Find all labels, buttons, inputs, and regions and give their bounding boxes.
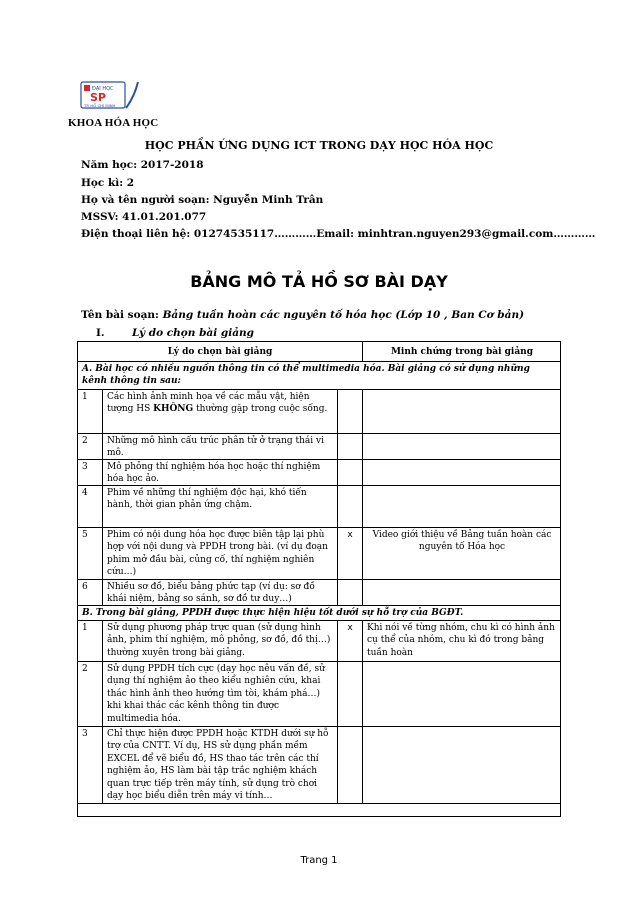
- table-row: [78, 485, 560, 527]
- table-row: [78, 459, 560, 485]
- table-row: [78, 433, 560, 459]
- row-number: 2: [82, 436, 88, 446]
- group-a-title: A. Bài học có nhiều nguồn thông tin có thể multimedia hóa. Bài giảng có sử dụng những kênh thông tin sau:: [82, 364, 530, 387]
- row-evidence: [362, 460, 561, 485]
- row-mark: [337, 580, 362, 605]
- row-evidence: Khi nói về từng nhóm, chu kì có hình ảnh cụ thể của nhóm, chu kì đó trong bảng tuần hoàn: [362, 621, 561, 661]
- row-evidence: [362, 662, 561, 726]
- group-b-row: [78, 605, 560, 620]
- table-row: [78, 726, 560, 803]
- row-description: Phim về những thí nghiệm độc hại, khó tiến hành, thời gian phản ứng chậm.: [102, 486, 337, 527]
- row-mark: [337, 460, 362, 485]
- svg-text:TP. HỒ CHÍ MINH: TP. HỒ CHÍ MINH: [84, 103, 116, 108]
- row-description: Những mô hình cấu trúc phân tử ở trạng thái vi mô.: [102, 434, 337, 459]
- row-number: 6: [82, 582, 88, 592]
- table-header-row: [78, 342, 560, 361]
- row-evidence: [362, 486, 561, 527]
- row-evidence: [362, 580, 561, 605]
- row-mark: [337, 486, 362, 527]
- row-mark: [337, 390, 362, 433]
- group-b-title: B. Trong bài giảng, PPDH được thực hiện hiệu tốt dưới sự hỗ trợ của BGĐT.: [82, 608, 464, 618]
- row-description: Sử dụng phương pháp trực quan (sử dụng hình ảnh, phim thí nghiệm, mô phỏng, sơ đồ, đồ thị…) thường xuyên trong bài giảng.: [102, 621, 337, 661]
- header-evidence: Minh chứng trong bài giảng: [362, 342, 561, 361]
- section-title: Lý do chọn bài giảng: [132, 327, 254, 339]
- page-number: Trang 1: [300, 855, 338, 866]
- row-description: Chỉ thực hiện được PPDH hoặc KTDH dưới sự hỗ trợ của CNTT. Ví dụ, HS sử dụng phần mềm EXCEL để vẽ biểu đồ, HS thao tác trên các thí nghiệm ảo, HS làm bài tập trắc nghiệm khách quan trực tiếp trên máy tính, sử dụng trò chơi dạy học biểu diễn trên máy vi tính…: [102, 727, 337, 803]
- document-title: BẢNG MÔ TẢ HỒ SƠ BÀI DẠY: [190, 272, 448, 291]
- row-number: 4: [82, 488, 88, 498]
- row-number: 3: [82, 462, 88, 472]
- row-number: 3: [82, 729, 88, 739]
- table-row-empty: [78, 803, 560, 817]
- row-mark: x: [337, 621, 362, 661]
- row-description: Phim có nội dung hóa học được biên tập lại phù hợp với nội dung và PPDH trong bài. (ví dụ đoạn phim mở đầu bài, củng cố, thí nghiệm nghiên cứu…): [102, 528, 337, 579]
- section-number: I.: [96, 327, 105, 339]
- svg-text:ĐẠI HỌC: ĐẠI HỌC: [92, 86, 114, 92]
- row-number: 1: [82, 392, 88, 402]
- lesson-name: Bảng tuần hoàn các nguyên tố hóa học (Lớp 10 , Ban Cơ bản): [162, 309, 525, 321]
- table-row: [78, 661, 560, 726]
- row-number: 2: [82, 664, 88, 674]
- row-number: 5: [82, 530, 88, 540]
- lesson-line: [81, 309, 524, 321]
- university-logo: [80, 80, 140, 112]
- table-row: [78, 620, 560, 661]
- info-author: Họ và tên người soạn: Nguyễn Minh Trân: [81, 194, 324, 206]
- row-description: Các hình ảnh minh họa về các mẫu vật, hiện tượng HS KHÔNG thường gặp trong cuộc sống.: [102, 390, 337, 433]
- row-evidence: [362, 434, 561, 459]
- row-evidence: [362, 390, 561, 433]
- row-description: Nhiều sơ đồ, biểu bảng phức tạp (ví dụ: sơ đồ khái niệm, bảng so sánh, sơ đồ tư duy…): [102, 580, 337, 605]
- row-mark: [337, 727, 362, 803]
- table-row: [78, 389, 560, 433]
- header-reason: Lý do chọn bài giảng: [167, 347, 273, 357]
- row-mark: [337, 434, 362, 459]
- row-mark: [337, 662, 362, 726]
- row-evidence: [362, 727, 561, 803]
- table-row: [78, 579, 560, 605]
- row-description: Sử dụng PPDH tích cực (dạy học nêu vấn đề, sử dụng thí nghiệm ảo theo kiểu nghiên cứu, khai thác hình ảnh theo hướng tìm tòi, khám phá…) khi khai thác các kênh thông tin được multimedia hóa.: [102, 662, 337, 726]
- course-title: HỌC PHẦN ỨNG DỤNG ICT TRONG DẠY HỌC HÓA HỌC: [144, 139, 494, 152]
- lesson-label: Tên bài soạn:: [81, 309, 163, 321]
- row-description: Mô phỏng thí nghiệm hóa học hoặc thí nghiệm hóa học ảo.: [102, 460, 337, 485]
- svg-text:SP: SP: [90, 91, 106, 104]
- row-evidence: Video giới thiệu về Bảng tuần hoàn các nguyên tố Hóa học: [362, 528, 561, 579]
- info-student-id: MSSV: 41.01.201.077: [81, 211, 207, 223]
- table-row: [78, 527, 560, 579]
- empty-cell: [78, 804, 560, 817]
- reasons-table: [77, 341, 561, 817]
- section-heading: [96, 327, 254, 339]
- faculty-name: KHOA HÓA HỌC: [68, 117, 159, 129]
- row-mark: x: [337, 528, 362, 579]
- info-semester: Học kì: 2: [81, 177, 135, 189]
- info-school-year: Năm học: 2017-2018: [81, 159, 204, 171]
- group-a-row: [78, 361, 560, 389]
- row-number: 1: [82, 623, 88, 633]
- info-contact: Điện thoại liên hệ: 01274535117…………Email: minhtran.nguyen293@gmail.com…………: [81, 228, 596, 240]
